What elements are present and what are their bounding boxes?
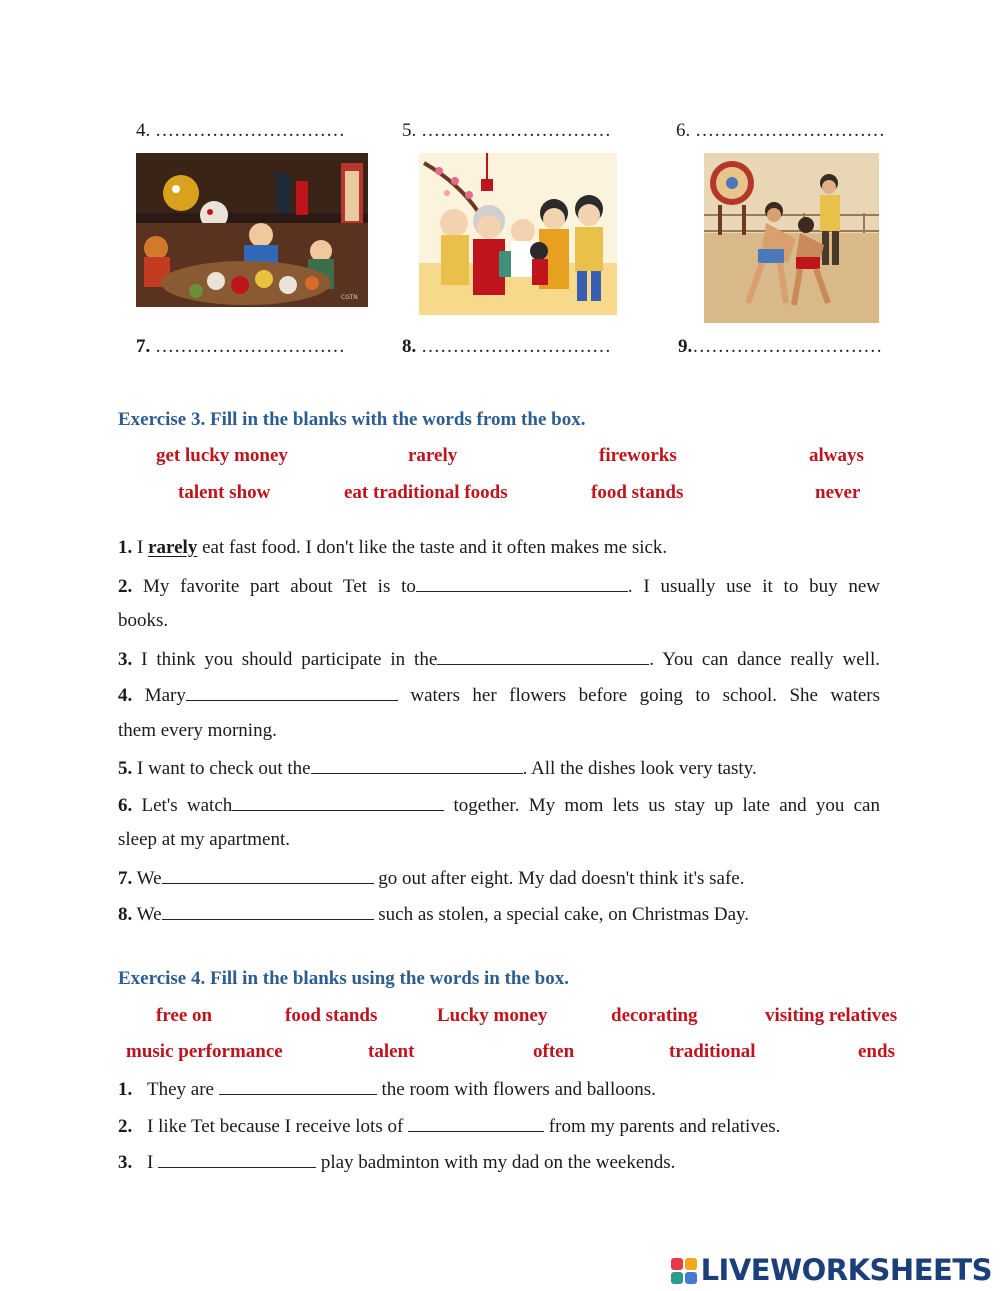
word-box-item: often (533, 1041, 575, 1062)
sentence-text: I (147, 1152, 154, 1173)
exercise-4-title: Exercise 4. Fill in the blanks using the words in the box. (118, 968, 569, 989)
word-box-item: food stands (285, 1005, 378, 1026)
sentence-text: eat fast food. I don't like the taste and it often makes me sick. (202, 537, 668, 558)
sentence-text: I think you should participate in the (141, 649, 438, 670)
word-box-item: talent (368, 1041, 415, 1062)
answer-blank[interactable] (232, 792, 444, 811)
ex3-sentence-2 (118, 573, 880, 599)
answer-dots[interactable]: ………………………… (421, 120, 611, 141)
answer-blank[interactable] (219, 1076, 377, 1095)
picture-label-6 (676, 120, 885, 142)
sentence-number: 1. (118, 537, 133, 558)
answer-dots[interactable]: ………………………… (695, 120, 885, 141)
liveworksheets-logo[interactable] (671, 1254, 992, 1286)
word-box-item: music performance (126, 1041, 283, 1062)
sentence-number: 3. (118, 649, 133, 670)
sentence-number: 7. (118, 868, 133, 889)
answer-blank[interactable] (437, 646, 649, 665)
watermark-text: CGTN (341, 294, 358, 301)
sentence-text: go out after eight. My dad doesn't think it's safe. (378, 868, 745, 889)
ex3-sentence-3 (118, 646, 880, 672)
picture-label-number: 4. (136, 120, 151, 141)
sentence-number: 2. (118, 576, 133, 597)
sentence-number: 4. (118, 685, 133, 706)
ex3-sentence-5 (118, 755, 880, 781)
picture-label-4 (136, 120, 345, 142)
ex3-sentence-6 (118, 792, 880, 818)
picture-label-number: 9. (678, 336, 693, 357)
picture-label-5 (402, 120, 611, 142)
picture-label-9 (678, 336, 882, 358)
answer-blank[interactable] (408, 1113, 544, 1132)
picture-label-number: 7. (136, 336, 151, 357)
sentence-text: waters her flowers before going to school. She waters (410, 685, 881, 706)
wrestling-festival-picture (704, 153, 879, 323)
word-box-item: talent show (178, 482, 271, 503)
sentence-text: . All the dishes look very tasty. (522, 758, 757, 779)
answer-dots[interactable]: ………………………… (155, 336, 345, 357)
sentence-text: together. My mom lets us stay up late and you can (453, 795, 880, 816)
visiting-relatives-picture (419, 153, 617, 315)
answer-blank[interactable] (416, 573, 628, 592)
word-box-item: always (809, 445, 864, 466)
family-feast-lion-dance-picture (136, 153, 368, 307)
ex4-sentence-1 (118, 1076, 880, 1102)
answer-field[interactable]: rarely (148, 537, 198, 558)
logo-mark-icon (671, 1256, 699, 1284)
answer-blank[interactable] (162, 865, 374, 884)
sentence-text: such as stolen, a special cake, on Christmas Day. (378, 904, 750, 925)
word-box-item: visiting relatives (765, 1005, 898, 1026)
word-box-item: ends (858, 1041, 895, 1062)
word-box-item: fireworks (599, 445, 677, 466)
ex3-sentence-7 (118, 865, 880, 891)
answer-dots[interactable]: ………………………… (155, 120, 345, 141)
picture-label-number: 5. (402, 120, 417, 141)
exercise-3-title: Exercise 3. Fill in the blanks with the words from the box. (118, 409, 586, 430)
sentence-number: 1. (118, 1079, 133, 1100)
sentence-text: from my parents and relatives. (548, 1116, 781, 1137)
sentence-text: the room with flowers and balloons. (381, 1079, 656, 1100)
sentence-text: . You can dance really well. (649, 649, 880, 670)
answer-dots[interactable]: ………………………… (692, 336, 883, 357)
ex3-sentence-8 (118, 901, 880, 927)
ex4-sentence-2 (118, 1113, 880, 1139)
word-box-item: decorating (611, 1005, 698, 1026)
answer-blank[interactable] (186, 682, 398, 701)
ex3-sentence-1 (118, 536, 880, 560)
sentence-text: My favorite part about Tet is to (143, 576, 416, 597)
ex3-sentence-4-continued: them every morning. (118, 720, 277, 741)
word-box-item: never (815, 482, 861, 503)
word-box-item: traditional (669, 1041, 756, 1062)
sentence-number: 5. (118, 758, 133, 779)
word-box-item: Lucky money (437, 1005, 548, 1026)
word-box-item: rarely (408, 445, 458, 466)
sentence-number: 3. (118, 1152, 133, 1173)
ex3-sentence-2-continued: books. (118, 610, 169, 631)
ex3-sentence-4 (118, 682, 880, 708)
sentence-number: 8. (118, 904, 133, 925)
answer-blank[interactable] (311, 755, 523, 774)
logo-text: LIVEWORKSHEETS (700, 1253, 992, 1287)
sentence-text: We (136, 868, 162, 889)
answer-blank[interactable] (158, 1149, 316, 1168)
sentence-number: 6. (118, 795, 133, 816)
sentence-text: . I usually use it to buy new (627, 576, 881, 597)
picture-label-number: 8. (402, 336, 417, 357)
picture-label-8 (402, 336, 611, 358)
word-box-item: free on (156, 1005, 213, 1026)
word-box-item: food stands (591, 482, 684, 503)
sentence-text: I want to check out the (137, 758, 311, 779)
word-box-item: get lucky money (156, 445, 288, 466)
word-box-item: eat traditional foods (344, 482, 508, 503)
sentence-text: I like Tet because I receive lots of (147, 1116, 404, 1137)
picture-label-7 (136, 336, 345, 358)
sentence-text: play badminton with my dad on the weekends. (320, 1152, 676, 1173)
ex4-sentence-3 (118, 1149, 880, 1175)
sentence-text: I (137, 537, 144, 558)
sentence-text: Let's watch (141, 795, 233, 816)
sentence-text: Mary (144, 685, 186, 706)
answer-dots[interactable]: ………………………… (421, 336, 611, 357)
sentence-text: They are (147, 1079, 214, 1100)
picture-label-number: 6. (676, 120, 691, 141)
ex3-sentence-6-continued: sleep at my apartment. (118, 829, 290, 850)
sentence-text: We (136, 904, 162, 925)
sentence-number: 2. (118, 1116, 133, 1137)
answer-blank[interactable] (162, 901, 374, 920)
